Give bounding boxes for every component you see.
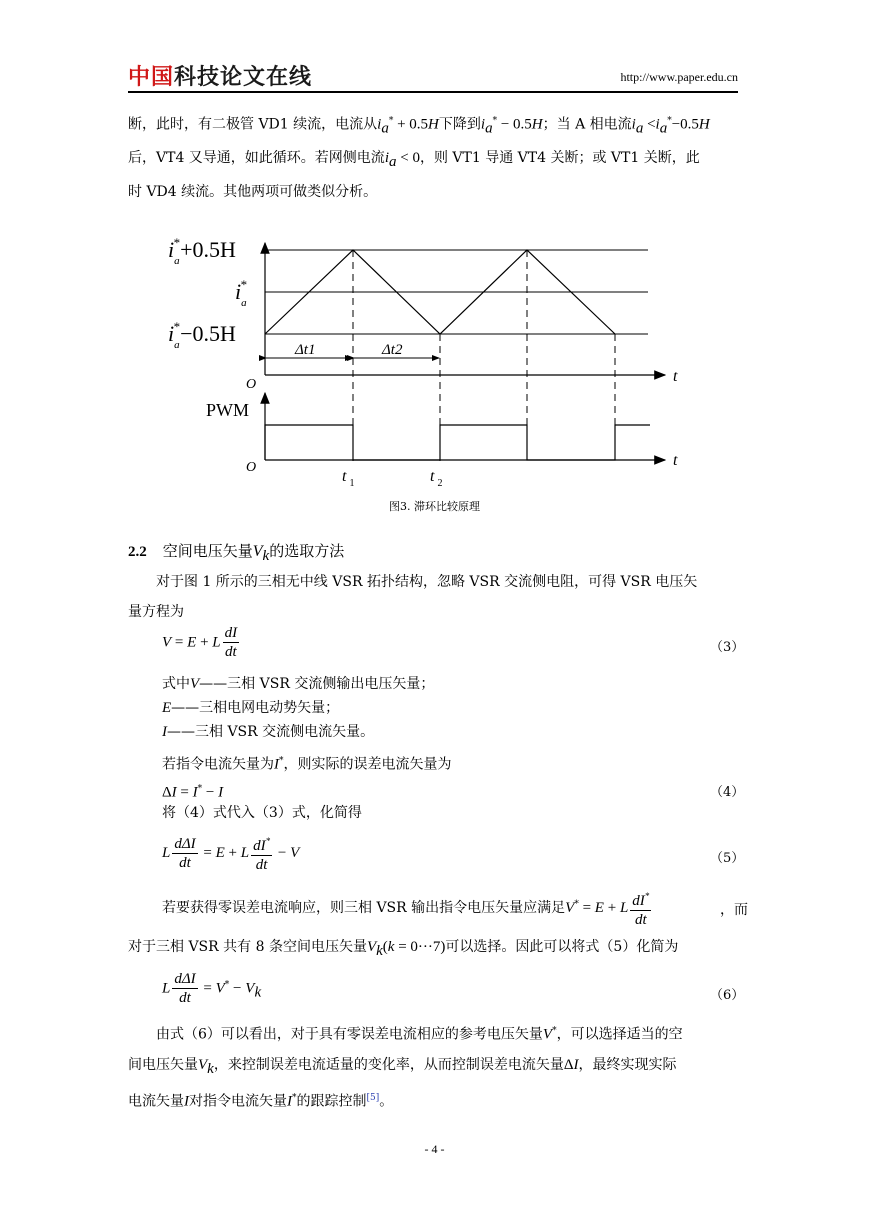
intro-line-3: 时 VD4 续流。其他两项可做类似分析。 [128, 184, 378, 201]
upper-t-label: t [673, 368, 678, 385]
equation-5: L $\frac{\text{dΔI}}{dt}$ = E + L $\frac{dI^*}{dt}$ − V [162, 832, 299, 874]
header-url[interactable]: http://www.paper.edu.cn [620, 70, 738, 84]
definition-i: I——三相 VSR 交流侧电流矢量。 [162, 724, 375, 740]
lower-origin: O [246, 460, 257, 475]
body-line-command-current: 若指令电流矢量为I*，则实际的误差电流矢量为 [162, 756, 452, 773]
label-upper-band: $i_a*+0.5H$ [168, 235, 236, 267]
equation-4-number: （4） [710, 785, 745, 800]
intro-paragraph [128, 106, 738, 207]
equation-4: ΔI = I* − I [162, 784, 224, 801]
definition-v: 式中V——三相 VSR 交流侧输出电压矢量； [162, 676, 435, 692]
dt2-label: Δt2 [382, 342, 403, 358]
equation-3: V = E + L $\frac{dI}{dt}$ [162, 625, 238, 660]
lower-t-label: t [673, 452, 678, 469]
citation-link[interactable]: [5] [366, 1093, 380, 1104]
upper-origin: O [246, 377, 257, 392]
body-line-eight-vectors: 对于三相 VSR 共有 8 条空间电压矢量$V_k(k = 0\cdot\cdot\cdot 7)$可以选择。因此可以将式（5）化简为 [128, 939, 679, 959]
equation-3-number: （3） [710, 640, 745, 655]
figure-caption: 图3. 滞环比较原理 [389, 500, 480, 513]
equation-6-number: （6） [710, 988, 745, 1003]
body-line-zero-error-end: ，而 [720, 902, 748, 918]
equation-6: L $\frac{\text{dΔI}}{dt}$ = $V^* - V_k$ [162, 971, 262, 1006]
pwm-label: PWM [206, 400, 250, 420]
page-number: - 4 - [424, 1142, 445, 1156]
intro-line-2: 后，VT4 又导通，如此循环。若网侧电流$i_a < 0$，则 VT1 导通 VT4 关断；或 VT1 关断，此 [128, 150, 700, 171]
journal-logo: 中国科技论文在线 [128, 65, 313, 90]
intro-line-1: 断，此时，有二极管 VD1 续流，电流从$i_a^* + 0.5H$下降到$i_a^* - 0.5H$；当 A 相电流$i_a <i_a^*-0.5H$ [128, 116, 710, 137]
pwm-waveform [265, 425, 650, 460]
hysteresis-figure [160, 225, 680, 495]
label-lower-band: $i_a*-0.5H$ [168, 319, 236, 351]
header-rule [128, 91, 738, 93]
section-heading: 2.2 空间电压矢量$V_k$的选取方法 [128, 542, 345, 564]
t2-label: t $_2$ [430, 468, 443, 489]
body-paragraph-1: 对于图 1 所示的三相无中线 VSR 拓扑结构，忽略 VSR 交流侧电阻，可得 VSR 电压矢 量方程为 [128, 574, 698, 620]
body-line-zero-error: 若要获得零误差电流响应，则三相 VSR 输出指令电压矢量应满足V* = E + L $\frac{dI^*}{dt}$ [162, 887, 653, 929]
body-line-substitute: 将（4）式代入（3）式，化简得 [162, 805, 362, 821]
definition-e: E——三相电网电动势矢量； [162, 700, 340, 716]
t1-label: t $_1$ [342, 468, 355, 489]
equation-5-number: （5） [710, 851, 745, 866]
body-paragraph-final: 由式（6）可以看出，对于具有零误差电流相应的参考电压矢量V*，可以选择适当的空 间电压矢量$V_k$，来控制误差电流适量的变化率，从而控制误差电流矢量ΔI，最终实现实际 电流矢量I对指令电流矢量I*的跟踪控制[5]。 [128, 1026, 683, 1111]
page-header [128, 60, 738, 92]
label-reference: $i_a*$ [235, 277, 248, 309]
dt1-label: Δt1 [295, 342, 316, 358]
